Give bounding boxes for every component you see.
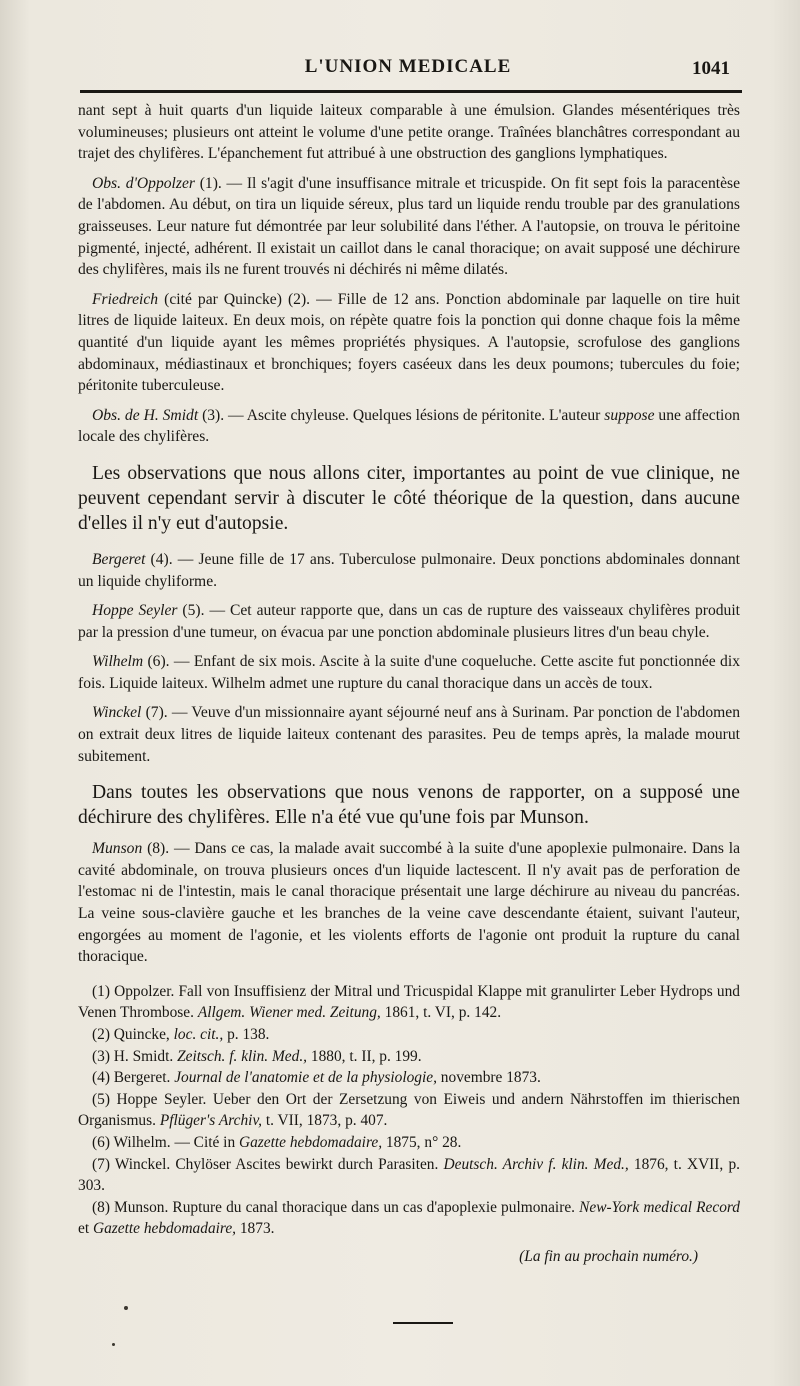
footnote-text-end: t. VII, 1873, p. 407. xyxy=(262,1112,388,1130)
observation-author: Munson xyxy=(92,840,143,858)
footnote-text: (3) H. Smidt. xyxy=(92,1047,178,1065)
footnote-text: (1) Oppolzer. Fall von Insuffisienz der Mitral und Tricuspidal Klappe mit granulirter Leber Hydrops und Venen Thrombose. xyxy=(78,982,740,1022)
observation-author: Obs. de H. Smidt xyxy=(92,406,199,424)
observation-smidt xyxy=(78,405,740,448)
observation-text: (6). — Enfant de six mois. Ascite à la suite d'une coqueluche. Cette ascite fut ponctionnée dix fois. Liquide laiteux. Wilhelm admet une rupture du canal thoracique dans un accès de toux. xyxy=(78,653,740,692)
observation-author: Friedreich xyxy=(92,290,159,308)
footnote-text: (8) Munson. Rupture du canal thoracique dans un cas d'apoplexie pulmonaire. xyxy=(92,1198,580,1216)
footnote-text-mid: et xyxy=(78,1220,93,1238)
footnote-source: New-York medical Record xyxy=(579,1198,741,1216)
observation-text: (cité par Quincke) (2). — Fille de 12 ans. Ponction abdominale par laquelle on tire huit litres de liquide laiteux. En deux mois, on répète quatre fois la ponction qui donne chaque fois la même quantité d'un liquide ayant les mêmes propriétés physiques. A l'autopsie, scrofulose des ganglions abdominaux, médiastinaux et bronchiques; foyers caséeux dans les deux poumons; tubercules du foie; péritonite tuberculeuse. xyxy=(78,290,740,395)
footnote-source: Deutsch. Archiv f. klin. Med., xyxy=(443,1155,629,1173)
observation-author: Hoppe Seyler xyxy=(92,602,178,620)
footnote-source-2: Gazette hebdomadaire, xyxy=(92,1220,237,1238)
footnote-source: Gazette hebdomadaire, xyxy=(239,1133,383,1151)
footnote-source: Allgem. Wiener med. Zeitung, xyxy=(197,1004,381,1022)
observation-text-end: une affection locale des chylifères. xyxy=(78,406,740,446)
footnote-text-end: 1861, t. VI, p. 142. xyxy=(380,1004,502,1022)
footnote-text-end: 1876, t. XVII, p. 303. xyxy=(78,1155,740,1195)
observation-friedreich xyxy=(78,289,740,397)
footnote-5 xyxy=(78,1089,740,1132)
footnote-7 xyxy=(78,1154,740,1197)
observation-emphasis: suppose xyxy=(604,406,655,424)
footnote-text: (4) Bergeret. xyxy=(92,1069,175,1087)
large-paragraph-intro: Les observations que nous allons citer, importantes au point de vue clinique, ne peuvent cependant servir à discuter le côté théorique de la question, dans aucune d'elles il n'y eut d'autopsie. xyxy=(78,462,740,534)
print-speck xyxy=(124,1306,128,1310)
footnote-text: (5) Hoppe Seyler. Ueber den Ort der Zersetzung von Eiweis und andern Nährstoffen im thierischen Organismus. xyxy=(78,1090,740,1130)
observation-oppolzer xyxy=(78,173,740,281)
footnote-1 xyxy=(78,981,740,1024)
observation-munson xyxy=(78,838,740,968)
footnote-source: Journal de l'anatomie et de la physiologie, xyxy=(174,1069,437,1087)
observation-text: (3). — Ascite chyleuse. Quelques lésions de péritonite. L'auteur xyxy=(198,406,605,424)
footnotes xyxy=(78,981,740,1268)
large-paragraph-summary: Dans toutes les observations que nous venons de rapporter, on a supposé une déchirure des chylifères. Elle n'a été vue qu'une fois par Munson. xyxy=(78,782,740,829)
footnote-text: (6) Wilhelm. — Cité in xyxy=(92,1133,239,1151)
observation-text: (4). — Jeune fille de 17 ans. Tuberculose pulmonaire. Deux ponctions abdominales donnant un liquide chyliforme. xyxy=(78,550,740,590)
continuation-note: (La fin au prochain numéro.) xyxy=(519,1247,698,1265)
page-number: 1041 xyxy=(692,58,730,79)
footnote-3 xyxy=(78,1046,740,1068)
header-rule xyxy=(80,90,742,93)
footnote-source: loc. cit., xyxy=(173,1026,224,1043)
article-body xyxy=(78,100,740,1268)
observation-author: Bergeret xyxy=(92,550,146,568)
footnote-source: Zeitsch. f. klin. Med., xyxy=(177,1047,308,1065)
footnote-text: (2) Quincke, xyxy=(92,1026,174,1043)
footnote-2 xyxy=(78,1024,740,1046)
footnote-text-end: 1880, t. II, p. 199. xyxy=(307,1047,422,1065)
footnote-text: (7) Winckel. Chylöser Ascites bewirkt durch Parasiten. xyxy=(92,1155,444,1173)
observation-bergeret xyxy=(78,549,740,592)
footnote-8 xyxy=(78,1197,740,1240)
observation-wilhelm xyxy=(78,651,740,694)
observation-text: (1). — Il s'agit d'une insuffisance mitrale et tricuspide. On fit sept fois la paracentèse de l'abdomen. Au début, on tira un liquide séreux, plus tard un liquide rendu trouble par des granulations graisseuses. Leur nature fut démontrée par leur solubilité dans l'éther. A l'autopsie, on trouva le péritoine pigmenté, injecté, adhérent. Il existait un caillot dans le canal thoracique; on avait supposé une déchirure des chylifères, mais ils ne furent trouvés ni déchirés ni même dilatés. xyxy=(78,174,740,279)
footnote-4 xyxy=(78,1067,740,1089)
running-header xyxy=(78,52,738,88)
observation-author: Wilhelm xyxy=(92,653,144,671)
footnote-text-end: 1875, n° 28. xyxy=(382,1133,462,1151)
footer-rule xyxy=(393,1322,453,1324)
observation-text: (8). — Dans ce cas, la malade avait succombé à la suite d'une apoplexie pulmonaire. Dans la cavité abdominale, on trouva plusieurs onces d'un liquide lactescent. Il n'y avait pas de perforation de l'estomac ni de l'intestin, mais le canal thoracique présentait une large déchirure au niveau du pancréas. La veine sous-clavière gauche et les branches de la veine cave descendante étaient, suivant l'auteur, engorgées au moment de l'agonie, et les violents efforts de l'agonie ont produit la rupture du canal thoracique. xyxy=(78,840,740,966)
footnote-text-end: 1873. xyxy=(236,1220,275,1238)
footnote-source: Pflüger's Archiv, xyxy=(159,1112,262,1130)
observation-hoppe-seyler xyxy=(78,600,740,643)
observation-author: Winckel xyxy=(92,704,142,722)
print-speck xyxy=(112,1343,115,1346)
paragraph-text: nant sept à huit quarts d'un liquide laiteux comparable à une émulsion. Glandes mésentériques très volumineuses; plusieurs ont atteint le volume d'une petite orange. Traînées blanchâtres correspondant au trajet des chylifères. L'épanchement fut attribué à une obstruction des ganglions lymphatiques. xyxy=(78,102,740,163)
journal-title: L'UNION MEDICALE xyxy=(304,56,512,77)
observation-text: (5). — Cet auteur rapporte que, dans un cas de rupture des vaisseaux chylifères produit par la pression d'une tumeur, on évacua par une ponction abdominale plusieurs litres d'un beau chyle. xyxy=(78,602,741,641)
footnote-text-end: novembre 1873. xyxy=(436,1069,541,1087)
observation-text: (7). — Veuve d'un missionnaire ayant séjourné neuf ans à Surinam. Par ponction de l'abdomen on extrait deux litres de liquide laiteux contenant des parasites. Peu de temps après, la malade mourut subitement. xyxy=(78,704,740,765)
observation-winckel xyxy=(78,702,740,767)
footnote-6 xyxy=(78,1132,740,1154)
paragraph-continuation xyxy=(78,100,740,165)
footnote-text-end: p. 138. xyxy=(223,1026,270,1043)
observation-author: Obs. d'Oppolzer xyxy=(92,174,195,192)
